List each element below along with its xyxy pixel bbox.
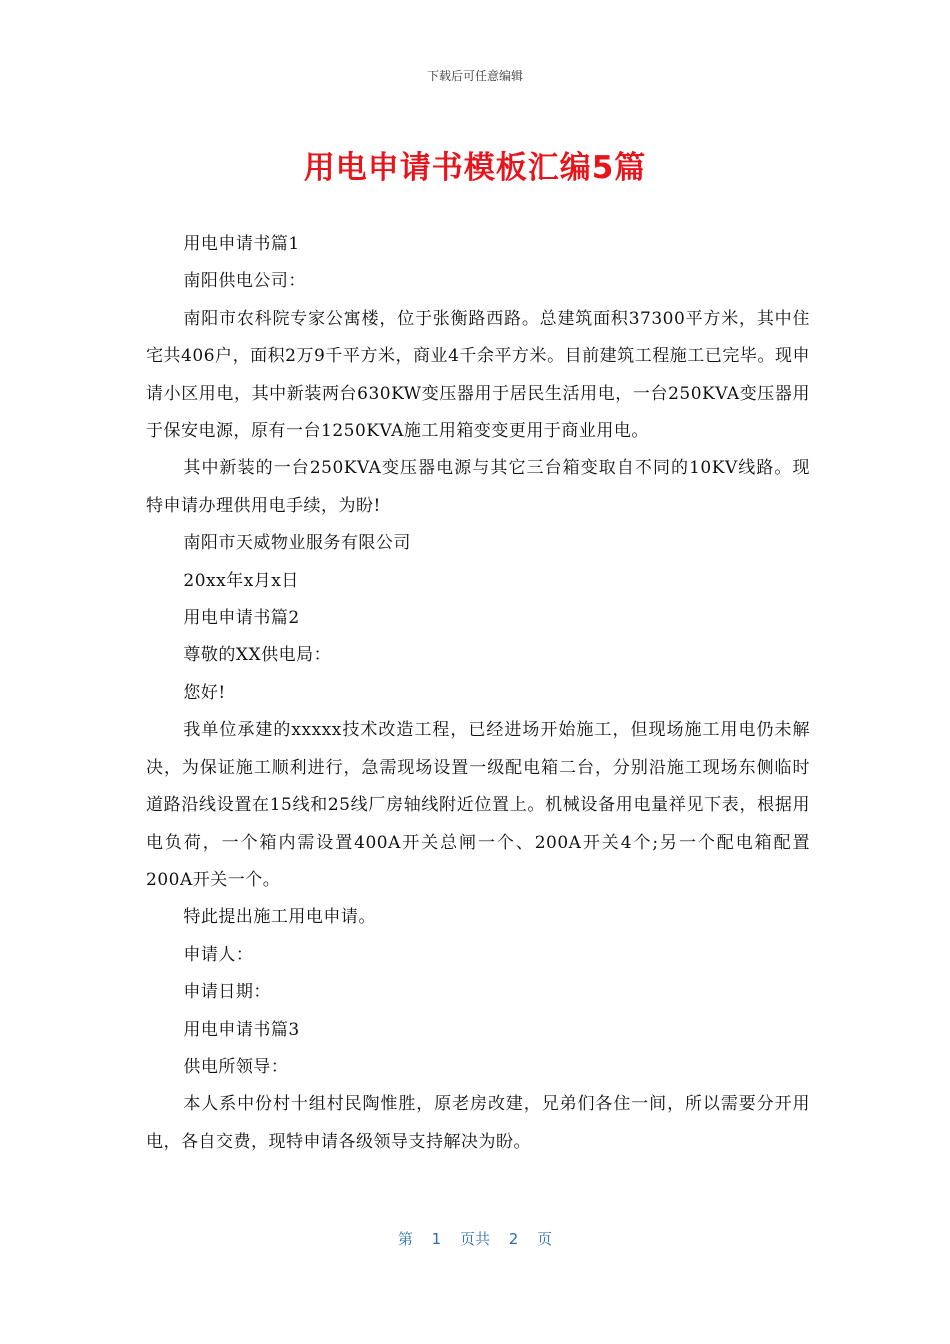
signature-date: 20xx年x月x日 — [183, 570, 299, 591]
applicant-field: 申请人： — [183, 944, 254, 965]
body-paragraph: 其中新装的一台250KVA变压器电源与其它三台箱变取自不同的10KV线路。现特申请办理供用电手续，为盼! — [146, 458, 810, 516]
footer-total-label: 页共 — [459, 1230, 490, 1248]
footer-total-pages: 2 — [508, 1230, 519, 1248]
body-paragraph: 特此提出施工用电申请。 — [183, 907, 376, 928]
document-body — [146, 226, 810, 1161]
footer-page-label: 第 — [397, 1230, 413, 1248]
signature-company: 南阳市天威物业服务有限公司 — [183, 533, 411, 554]
body-paragraph: 南阳市农科院专家公寓楼，位于张衡路西路。总建筑面积37300平方米，其中住宅共406户，面积2万9千平方米，商业4千余平方米。目前建筑工程施工已完毕。现申请小区用电，其中新装两台630KW变压器用于居民生活用电，一台250KVA变压器用于保安电源，原有一台1250KVA施工用箱变变更用于商业用电。 — [146, 308, 810, 442]
salutation: 供电所领导： — [183, 1056, 289, 1077]
footer-page-number: 1 — [431, 1230, 442, 1248]
salutation: 尊敬的XX供电局： — [183, 645, 332, 666]
footer-page-suffix: 页 — [537, 1230, 553, 1248]
greeting: 您好! — [183, 682, 226, 703]
application-date-field: 申请日期： — [183, 982, 271, 1003]
body-paragraph: 本人系中份村十组村民陶惟胜，原老房改建，兄弟们各住一间，所以需要分开用电，各自交费，现特申请各级领导支持解决为盼。 — [146, 1094, 810, 1152]
section-heading: 用电申请书篇1 — [183, 234, 300, 254]
document-title: 用电申请书模板汇编5篇 — [303, 150, 647, 186]
salutation: 南阳供电公司： — [183, 271, 306, 292]
section-heading: 用电申请书篇3 — [183, 1019, 300, 1040]
page-footer — [0, 1228, 950, 1249]
body-paragraph: 我单位承建的xxxxx技术改造工程，已经进场开始施工，但现场施工用电仍未解决，为保证施工顺利进行，急需现场设置一级配电箱二台，分别沿施工现场东侧临时道路沿线设置在15线和25线厂房轴线附近位置上。机械设备用电量祥见下表，根据用电负荷，一个箱内需设置400A开关总闸一个、200A开关4个;另一个配电箱配置200A开关一个。 — [146, 720, 810, 890]
section-heading: 用电申请书篇2 — [183, 608, 300, 629]
header-note: 下载后可任意编辑 — [426, 69, 523, 83]
